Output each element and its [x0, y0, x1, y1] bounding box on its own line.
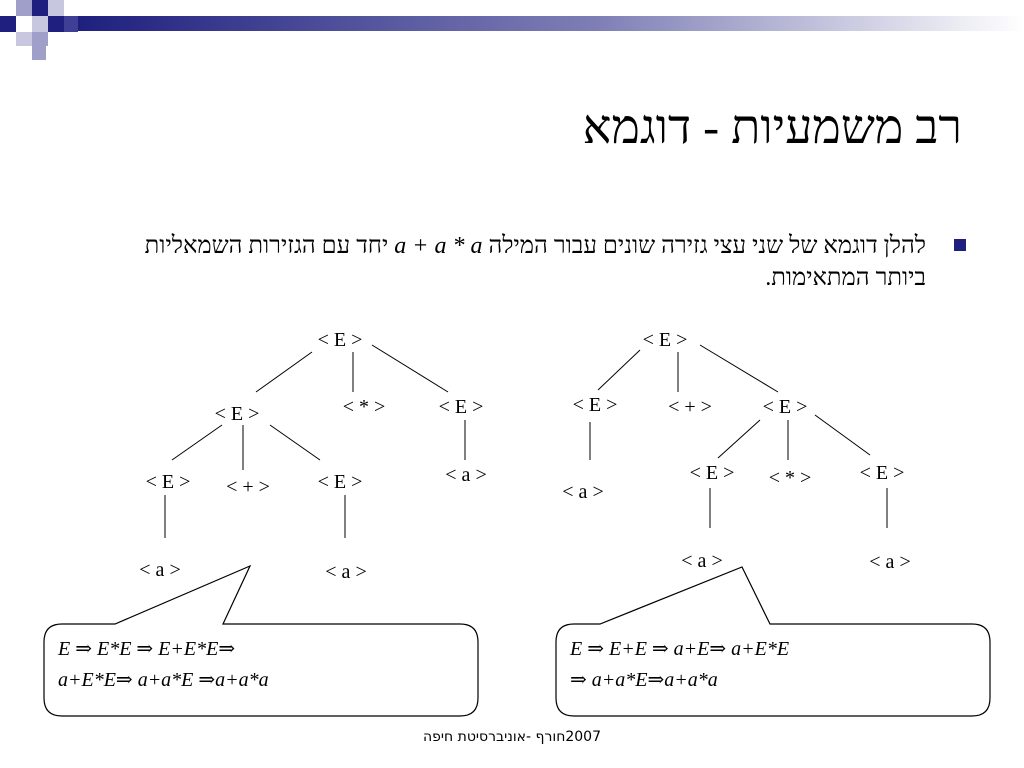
- right-node-star: < * >: [768, 467, 812, 489]
- bullet-text-after: יחד עם הגזירות השמאליות ביותר המתאימות.: [144, 233, 926, 291]
- left-node-e-left: < E >: [214, 403, 260, 425]
- right-node-root: < E >: [642, 329, 688, 351]
- right-tree: [562, 329, 910, 573]
- slide-title: רב משמעיות - דוגמא: [582, 101, 962, 154]
- left-tree-edges: [165, 345, 465, 538]
- right-node-e-left: < E >: [572, 394, 618, 416]
- right-node-e-right: < E >: [762, 396, 808, 418]
- left-leaf-a1: < a >: [139, 559, 181, 581]
- right-leaf-a1: < a >: [562, 481, 604, 503]
- left-leaf-a2: < a >: [325, 561, 367, 583]
- left-derivation-line2: a+E*E⇒ a+a*E ⇒a+a*a: [58, 669, 269, 691]
- right-node-plus: < + >: [668, 396, 712, 418]
- left-node-e-ll: < E >: [145, 471, 191, 493]
- left-node-star: < * >: [342, 396, 386, 418]
- right-derivation-line1: E ⇒ E+E ⇒ a+E⇒ a+E*E: [570, 638, 790, 660]
- right-leaf-a3: < a >: [869, 551, 911, 573]
- right-node-e-rr: < E >: [859, 462, 905, 484]
- left-derivation: [58, 634, 269, 696]
- right-derivation: [570, 634, 789, 696]
- left-tree: [139, 329, 486, 583]
- left-node-e-lr: < E >: [317, 471, 363, 493]
- right-tree-edges: [590, 345, 887, 528]
- left-leaf-a3: < a >: [445, 464, 487, 486]
- bullet-word: a + a * a: [394, 233, 483, 259]
- right-derivation-line2: ⇒ a+a*E⇒a+a*a: [570, 669, 718, 691]
- right-node-e-rl: < E >: [689, 462, 735, 484]
- left-derivation-line1: E ⇒ E*E ⇒ E+E*E⇒: [58, 638, 236, 660]
- left-node-plus: < + >: [226, 476, 270, 498]
- bullet-text-before: להלן דוגמא של שני עצי גזירה שונים עבור המילה: [482, 233, 926, 259]
- right-leaf-a2: < a >: [681, 550, 723, 572]
- slide-footer: 2007חורף -אוניברסיטת חיפה: [423, 729, 601, 745]
- left-node-e-right: < E >: [438, 396, 484, 418]
- left-node-root: < E >: [317, 329, 363, 351]
